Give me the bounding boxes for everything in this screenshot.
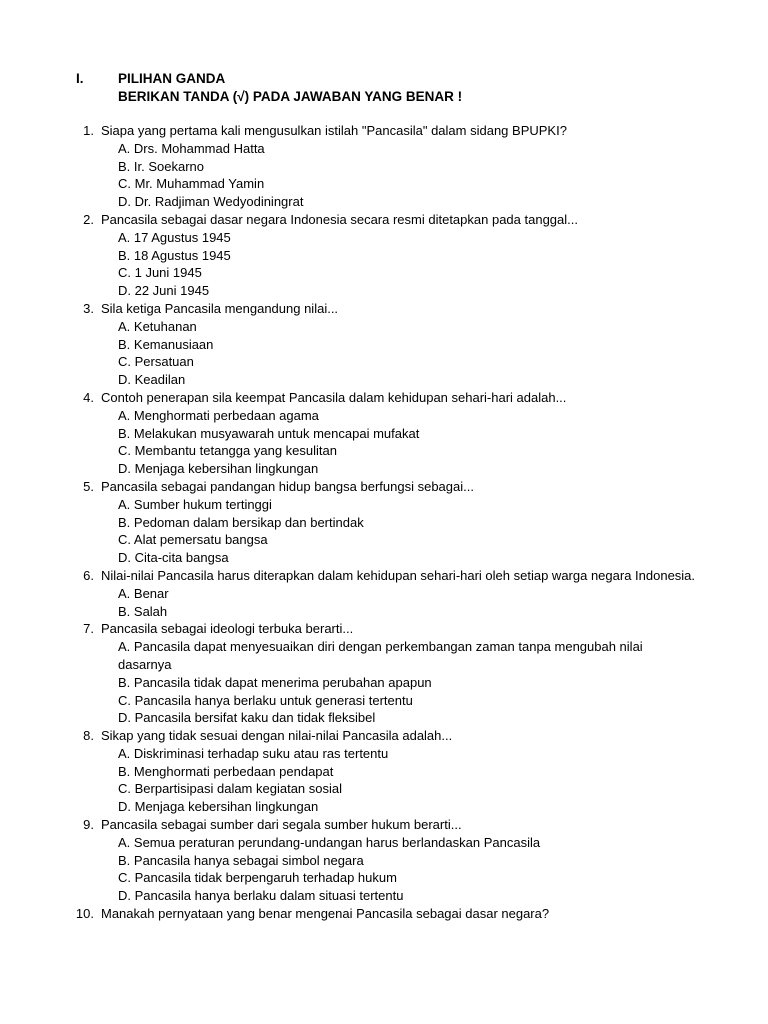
question-text: Contoh penerapan sila keempat Pancasila dalam kehidupan sehari-hari adalah... [101,389,567,405]
answer-option[interactable]: A. Benar [118,585,169,601]
answer-option[interactable]: B. Melakukan musyawarah untuk mencapai mufakat [118,425,420,441]
question-text: Manakah pernyataan yang benar mengenai Pancasila sebagai dasar negara? [101,906,550,922]
answer-option[interactable]: C. Mr. Muhammad Yamin [118,176,265,192]
answer-option[interactable]: C. Pancasila hanya berlaku untuk generasi tertentu [118,692,413,708]
answer-option[interactable]: D. Menjaga kebersihan lingkungan [118,799,319,815]
section-instruction: BERIKAN TANDA (√) PADA JAWABAN YANG BENAR ! [118,89,463,104]
question-text: Pancasila sebagai sumber dari segala sumber hukum berarti... [101,817,462,833]
question-row [0,300,768,318]
answer-option[interactable]: A. Diskriminasi terhadap suku atau ras tertentu [118,745,389,761]
question-text: Sila ketiga Pancasila mengandung nilai... [101,300,339,316]
answer-option[interactable]: B. Pancasila tidak dapat menerima perubahan apapun [118,674,432,690]
answer-option[interactable]: A. 17 Agustus 1945 [118,229,231,245]
answer-option[interactable]: B. Salah [118,603,168,619]
answer-option[interactable]: D. 22 Juni 1945 [118,283,210,299]
question-item [0,211,768,300]
answer-option[interactable]: B. Ir. Soekarno [118,158,204,174]
question-row [0,478,768,496]
answer-option[interactable]: A. Ketuhanan [118,318,197,334]
answer-option[interactable]: A. Menghormati perbedaan agama [118,407,319,423]
question-row [0,211,768,229]
section-number: I. [76,71,84,86]
question-number: 2. [83,211,94,227]
answer-option[interactable]: B. Pedoman dalam bersikap dan bertindak [118,514,364,530]
question-row [0,620,768,638]
question-item [0,727,768,816]
answer-option[interactable]: C. 1 Juni 1945 [118,265,202,281]
question-text: Pancasila sebagai ideologi terbuka berarti... [101,621,354,637]
question-item [0,816,768,905]
question-item [0,389,768,478]
question-list [0,122,768,923]
question-item [0,620,768,727]
question-item [0,122,768,211]
question-row [0,816,768,834]
question-number: 8. [83,728,94,744]
answer-option[interactable]: C. Pancasila tidak berpengaruh terhadap hukum [118,870,397,886]
question-number: 10. [75,906,94,922]
answer-option[interactable]: D. Keadilan [118,372,186,388]
question-number: 1. [83,123,94,138]
answer-option[interactable]: B. 18 Agustus 1945 [118,247,231,263]
question-item [0,905,768,923]
question-text: Pancasila sebagai dasar negara Indonesia secara resmi ditetapkan pada tanggal... [101,211,578,227]
section-heading [118,70,462,106]
question-number: 6. [83,567,94,583]
question-number: 7. [83,621,94,637]
question-row [0,122,768,140]
answer-option[interactable]: C. Persatuan [118,354,194,370]
answer-option[interactable]: D. Menjaga kebersihan lingkungan [118,461,319,477]
answer-option[interactable]: D. Cita-cita bangsa [118,550,229,566]
section-title: PILIHAN GANDA [118,71,226,86]
answer-option[interactable]: D. Pancasila bersifat kaku dan tidak fleksibel [118,710,376,726]
question-row [0,905,768,923]
question-item [0,567,768,620]
question-row [0,389,768,407]
answer-option[interactable]: A. Drs. Mohammad Hatta [118,140,265,156]
question-text: Sikap yang tidak sesuai dengan nilai-nilai Pancasila adalah... [101,728,453,744]
answer-option[interactable]: A. Pancasila dapat menyesuaikan diri dengan perkembangan zaman tanpa mengubah nilai dasarnya [118,639,643,672]
answer-option[interactable]: D. Dr. Radjiman Wedyodiningrat [118,194,304,210]
answer-option[interactable]: C. Alat pemersatu bangsa [118,532,268,548]
question-text: Pancasila sebagai pandangan hidup bangsa berfungsi sebagai... [101,478,474,494]
question-number: 9. [83,817,94,833]
answer-option[interactable]: C. Membantu tetangga yang kesulitan [118,443,337,459]
answer-option[interactable]: C. Berpartisipasi dalam kegiatan sosial [118,781,342,797]
question-item [0,300,768,389]
answer-option[interactable]: A. Sumber hukum tertinggi [118,496,272,512]
question-text: Nilai-nilai Pancasila harus diterapkan dalam kehidupan sehari-hari oleh setiap warga negara Indonesia. [101,567,696,583]
question-number: 5. [83,478,94,494]
question-row [0,567,768,585]
answer-option[interactable]: B. Pancasila hanya sebagai simbol negara [118,852,364,868]
answer-option[interactable]: B. Kemanusiaan [118,336,214,352]
question-row [0,727,768,745]
question-number: 4. [83,389,94,405]
answer-option[interactable]: A. Semua peraturan perundang-undangan harus berlandaskan Pancasila [118,834,541,850]
question-number: 3. [83,300,94,316]
answer-option[interactable]: B. Menghormati perbedaan pendapat [118,763,334,779]
question-text: Siapa yang pertama kali mengusulkan istilah "Pancasila" dalam sidang BPUPKI? [101,123,567,138]
question-item [0,478,768,567]
answer-option[interactable]: D. Pancasila hanya berlaku dalam situasi tertentu [118,888,404,904]
